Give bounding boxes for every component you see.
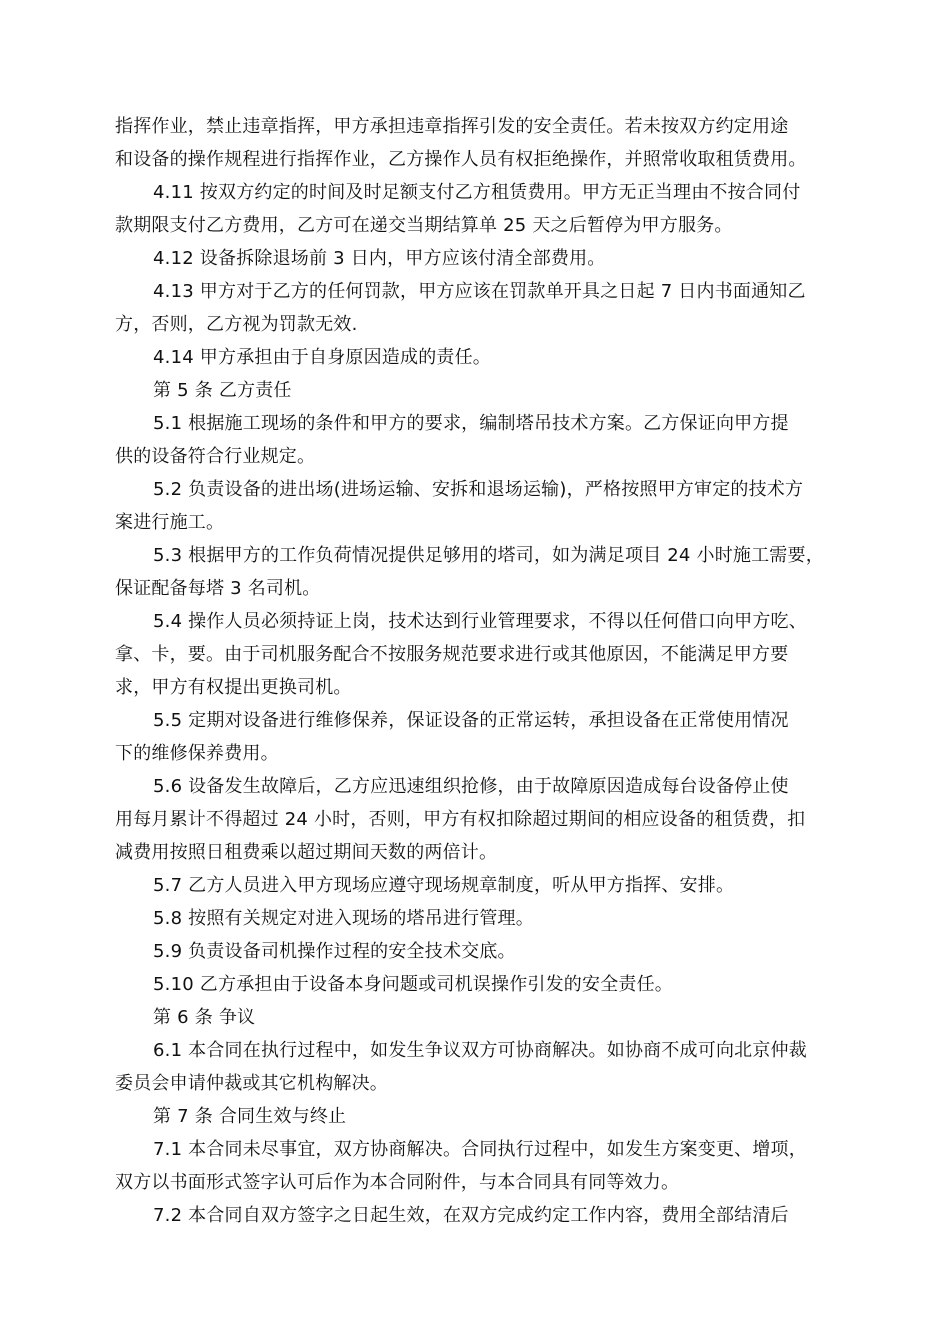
paragraph-line: 5.8 按照有关规定对进入现场的塔吊进行管理。 [153, 908, 534, 929]
paragraph-line: 5.6 设备发生故障后，乙方应迅速组织抢修，由于故障原因造成每台设备停止使 [153, 776, 789, 797]
paragraph-line: 5.10 乙方承担由于设备本身问题或司机误操作引发的安全责任。 [153, 974, 673, 995]
paragraph-line: 用每月累计不得超过 24 小时，否则，甲方有权扣除超过期间的相应设备的租赁费，扣 [115, 809, 806, 830]
paragraph-line: 4.14 甲方承担由于自身原因造成的责任。 [153, 347, 491, 368]
paragraph-line: 保证配备每塔 3 名司机。 [115, 578, 321, 599]
paragraph-line: 5.7 乙方人员进入甲方现场应遵守现场规章制度，听从甲方指挥、安排。 [153, 875, 735, 896]
paragraph-line: 5.9 负责设备司机操作过程的安全技术交底。 [153, 941, 516, 962]
paragraph-line: 和设备的操作规程进行指挥作业，乙方操作人员有权拒绝操作，并照常收取租赁费用。 [115, 149, 807, 170]
paragraph-line: 4.12 设备拆除退场前 3 日内，甲方应该付清全部费用。 [153, 248, 606, 269]
paragraph-line: 4.13 甲方对于乙方的任何罚款，甲方应该在罚款单开具之日起 7 日内书面通知乙 [153, 281, 806, 302]
paragraph-line: 减费用按照日租费乘以超过期间天数的两倍计。 [115, 842, 498, 863]
contract-text-body [115, 110, 840, 1232]
paragraph-line: 双方以书面形式签字认可后作为本合同附件，与本合同具有同等效力。 [115, 1172, 680, 1193]
paragraph-line: 第 7 条 合同生效与终止 [153, 1106, 347, 1127]
paragraph-line: 6.1 本合同在执行过程中，如发生争议双方可协商解决。如协商不成可向北京仲裁 [153, 1040, 807, 1061]
paragraph-line: 7.1 本合同未尽事宜，双方协商解决。合同执行过程中，如发生方案变更、增项， [153, 1139, 807, 1160]
paragraph-line: 拿、卡，要。由于司机服务配合不按服务规范要求进行或其他原因，不能满足甲方要 [115, 644, 789, 665]
paragraph-line: 5.4 操作人员必须持证上岗，技术达到行业管理要求，不得以任何借口向甲方吃、 [153, 611, 807, 632]
paragraph-line: 5.2 负责设备的进出场(进场运输、安拆和退场运输)，严格按照甲方审定的技术方 [153, 479, 804, 500]
paragraph-line: 款期限支付乙方费用，乙方可在递交当期结算单 25 天之后暂停为甲方服务。 [115, 215, 733, 236]
paragraph-line: 5.3 根据甲方的工作负荷情况提供足够用的塔司，如为满足项目 24 小时施工需要， [153, 545, 824, 566]
paragraph-line: 第 6 条 争议 [153, 1007, 256, 1028]
paragraph-line: 第 5 条 乙方责任 [153, 380, 292, 401]
paragraph-line: 指挥作业，禁止违章指挥，甲方承担违章指挥引发的安全责任。若未按双方约定用途 [115, 116, 789, 137]
paragraph-line: 案进行施工。 [115, 512, 225, 533]
paragraph-line: 5.5 定期对设备进行维修保养，保证设备的正常运转，承担设备在正常使用情况 [153, 710, 789, 731]
paragraph-line: 4.11 按双方约定的时间及时足额支付乙方租赁费用。甲方无正当理由不按合同付 [153, 182, 801, 203]
paragraph-line: 求，甲方有权提出更换司机。 [115, 677, 352, 698]
paragraph-line: 下的维修保养费用。 [115, 743, 279, 764]
paragraph-line: 方，否则，乙方视为罚款无效. [115, 314, 358, 335]
paragraph-line: 7.2 本合同自双方签字之日起生效，在双方完成约定工作内容，费用全部结清后 [153, 1205, 789, 1226]
paragraph-line: 5.1 根据施工现场的条件和甲方的要求，编制塔吊技术方案。乙方保证向甲方提 [153, 413, 789, 434]
paragraph-line: 供的设备符合行业规定。 [115, 446, 316, 467]
paragraph-line: 委员会申请仲裁或其它机构解决。 [115, 1073, 388, 1094]
